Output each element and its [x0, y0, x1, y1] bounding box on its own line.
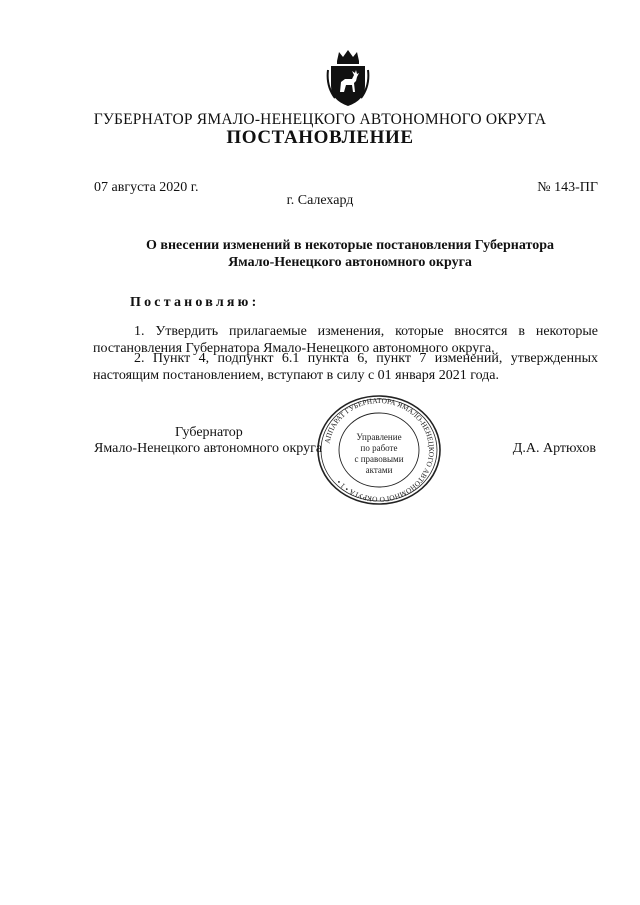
signatory-title-line-2: Ямало-Ненецкого автономного округа	[94, 441, 323, 456]
decree-heading: Постановляю:	[130, 295, 260, 310]
paragraph-2: 2. Пункт 4, подпункт 6.1 пункта 6, пункт 7 изменений, утвержденных настоящим постановлением, вступают в силу с 01 января 2021 года.	[93, 351, 598, 383]
document-title-line-1: О внесении изменений в некоторые постановления Губернатора	[146, 238, 554, 253]
document-type: ПОСТАНОВЛЕНИЕ	[226, 127, 414, 148]
document-city: г. Салехард	[286, 193, 354, 208]
document-number: № 143-ПГ	[537, 180, 598, 195]
document-title	[60, 237, 640, 271]
document-title-line-2: Ямало-Ненецкого автономного округа	[228, 255, 472, 270]
seal-center-line-4: актами	[365, 465, 393, 475]
signatory-title-line-1: Губернатор	[175, 425, 243, 440]
seal-center-line-2: по работе	[360, 443, 398, 453]
coat-of-arms-icon	[325, 48, 371, 108]
document-date: 07 августа 2020 г.	[94, 180, 199, 195]
signatory-name: Д.А. Артюхов	[512, 441, 596, 456]
paragraph-1: 1. Утвердить прилагаемые изменения, которые вносятся в некоторые постановления Губернатора Ямало-Ненецкого автономного округа.	[93, 324, 598, 356]
seal-ring-text: АППАРАТ ГУБЕРНАТОРА ЯМАЛО-НЕНЕЦКОГО АВТОНОМНОГО ОКРУГА • 1 •	[322, 395, 437, 505]
official-seal	[314, 394, 444, 506]
issuing-authority: ГУБЕРНАТОР ЯМАЛО-НЕНЕЦКОГО АВТОНОМНОГО ОКРУГА	[93, 111, 547, 128]
seal-center-line-3: с правовыми	[354, 454, 404, 464]
seal-center-line-1: Управление	[356, 432, 402, 442]
